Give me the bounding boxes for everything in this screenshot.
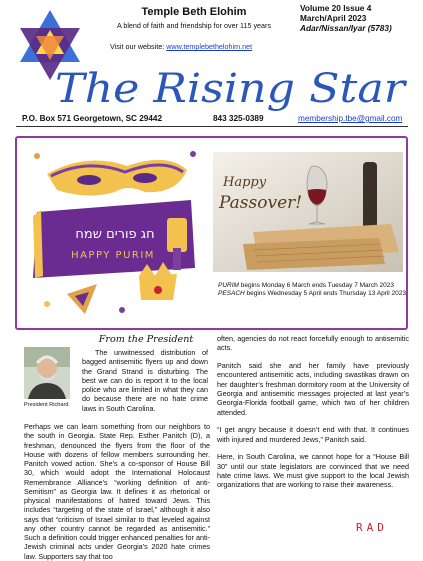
mailing-address: P.O. Box 571 Georgetown, SC 29442 xyxy=(22,114,163,123)
purim-dates-line xyxy=(218,282,408,290)
purim-hebrew-text: חג פורים שמח xyxy=(75,227,155,242)
article-title: From the President xyxy=(98,334,194,345)
pesach-dates-line xyxy=(218,290,408,298)
hebrew-date: Adar/Nissan/Iyar (5783) xyxy=(300,23,392,34)
purim-name: PURIM xyxy=(218,282,239,289)
website-link[interactable]: www.templebethelohim.net xyxy=(166,42,253,51)
tagline: A blend of faith and friendship for over 115 years xyxy=(116,21,272,30)
holiday-dates xyxy=(218,282,408,298)
author-signature: RAD xyxy=(356,521,388,534)
right-paragraph-4: Here, in South Carolina, we cannot hope for a “House Bill 30” until our state legislators are convinced that we need hate crime laws. We must give support to the local Jewish organizations that are working to raise their awareness. xyxy=(217,452,409,490)
purim-dates: begins Monday 6 March ends Tuesday 7 March 2023 xyxy=(240,282,394,289)
website-line xyxy=(110,42,252,51)
right-paragraph-3: “I get angry because it doesn’t end with that. It continues with injured and murdered Jews,” Panitch said. xyxy=(217,425,409,444)
passover-greeting-line1: Happy xyxy=(223,175,267,190)
pesach-name: PESACH xyxy=(218,290,245,297)
article-right-column xyxy=(217,334,409,498)
masthead-text: The Rising Star xyxy=(55,66,409,112)
header-divider xyxy=(16,126,408,127)
issue-info xyxy=(300,3,418,34)
right-paragraph-2: Panitch said she and her family have previously encountered antisemitic acts, including swastikas drawn on her daughter’s freshman dormitory room at the University of Georgia and antisemitic messages projected at last year’s Georgia-Florida football game, which two of her children attended. xyxy=(217,361,409,417)
website-prefix: Visit our website: xyxy=(110,42,165,51)
phone-number: 843 325-0389 xyxy=(213,114,264,123)
article-left-paragraph: Perhaps we can learn something from our neighbors to the south in Georgia. State Rep. Esther Panitch (D), a freshman, denounced the flyers from the floor of the House with dozens of fellow members surrounding her. Panitch vowed action. She’s a co-sponsor of House Bill 30, which would adopt the International Holocaust Remembrance Alliance’s “working definition of anti-Semitism” as Georgia law. It defines it as rhetorical or physical manifestations of hatred toward Jews. This includes “targeting of the state of Israel,” although it also says that “criticism of Israel similar to that leveled against any other country cannot be regarded as antisemitic.” Such a definition could trigger enhanced penalties for anti-Jewish criminal acts under Georgia’s 2020 hate crimes law. Supporters say that too xyxy=(24,422,210,561)
purim-english-text: HAPPY PURIM xyxy=(71,250,155,261)
email-link[interactable]: membership.tbe@gmail.com xyxy=(298,114,403,123)
article-intro: The unwitnessed distribution of bagged antisemitic flyers up and down the Grand Strand is disturbing. The best we can do is report it to the local police who are limited in what they can do because there are no hate crime laws in South Carolina. xyxy=(82,348,208,413)
issue-date: March/April 2023 xyxy=(300,13,367,24)
photo-caption: President Richard xyxy=(24,402,69,408)
passover-greeting-line2: Passover! xyxy=(219,193,303,213)
purim-illustration xyxy=(27,144,201,320)
issue-number: Volume 20 Issue 4 xyxy=(300,3,372,13)
president-photo xyxy=(24,347,70,399)
right-paragraph-1: often, agencies do not react forcefully enough to antisemitic acts. xyxy=(217,334,409,353)
passover-photo xyxy=(213,152,403,272)
pesach-dates: begins Wednesday 5 April ends Thursday 13 April 2023 xyxy=(246,290,407,297)
masthead-title xyxy=(50,62,410,110)
temple-name: Temple Beth Elohim xyxy=(141,6,247,18)
